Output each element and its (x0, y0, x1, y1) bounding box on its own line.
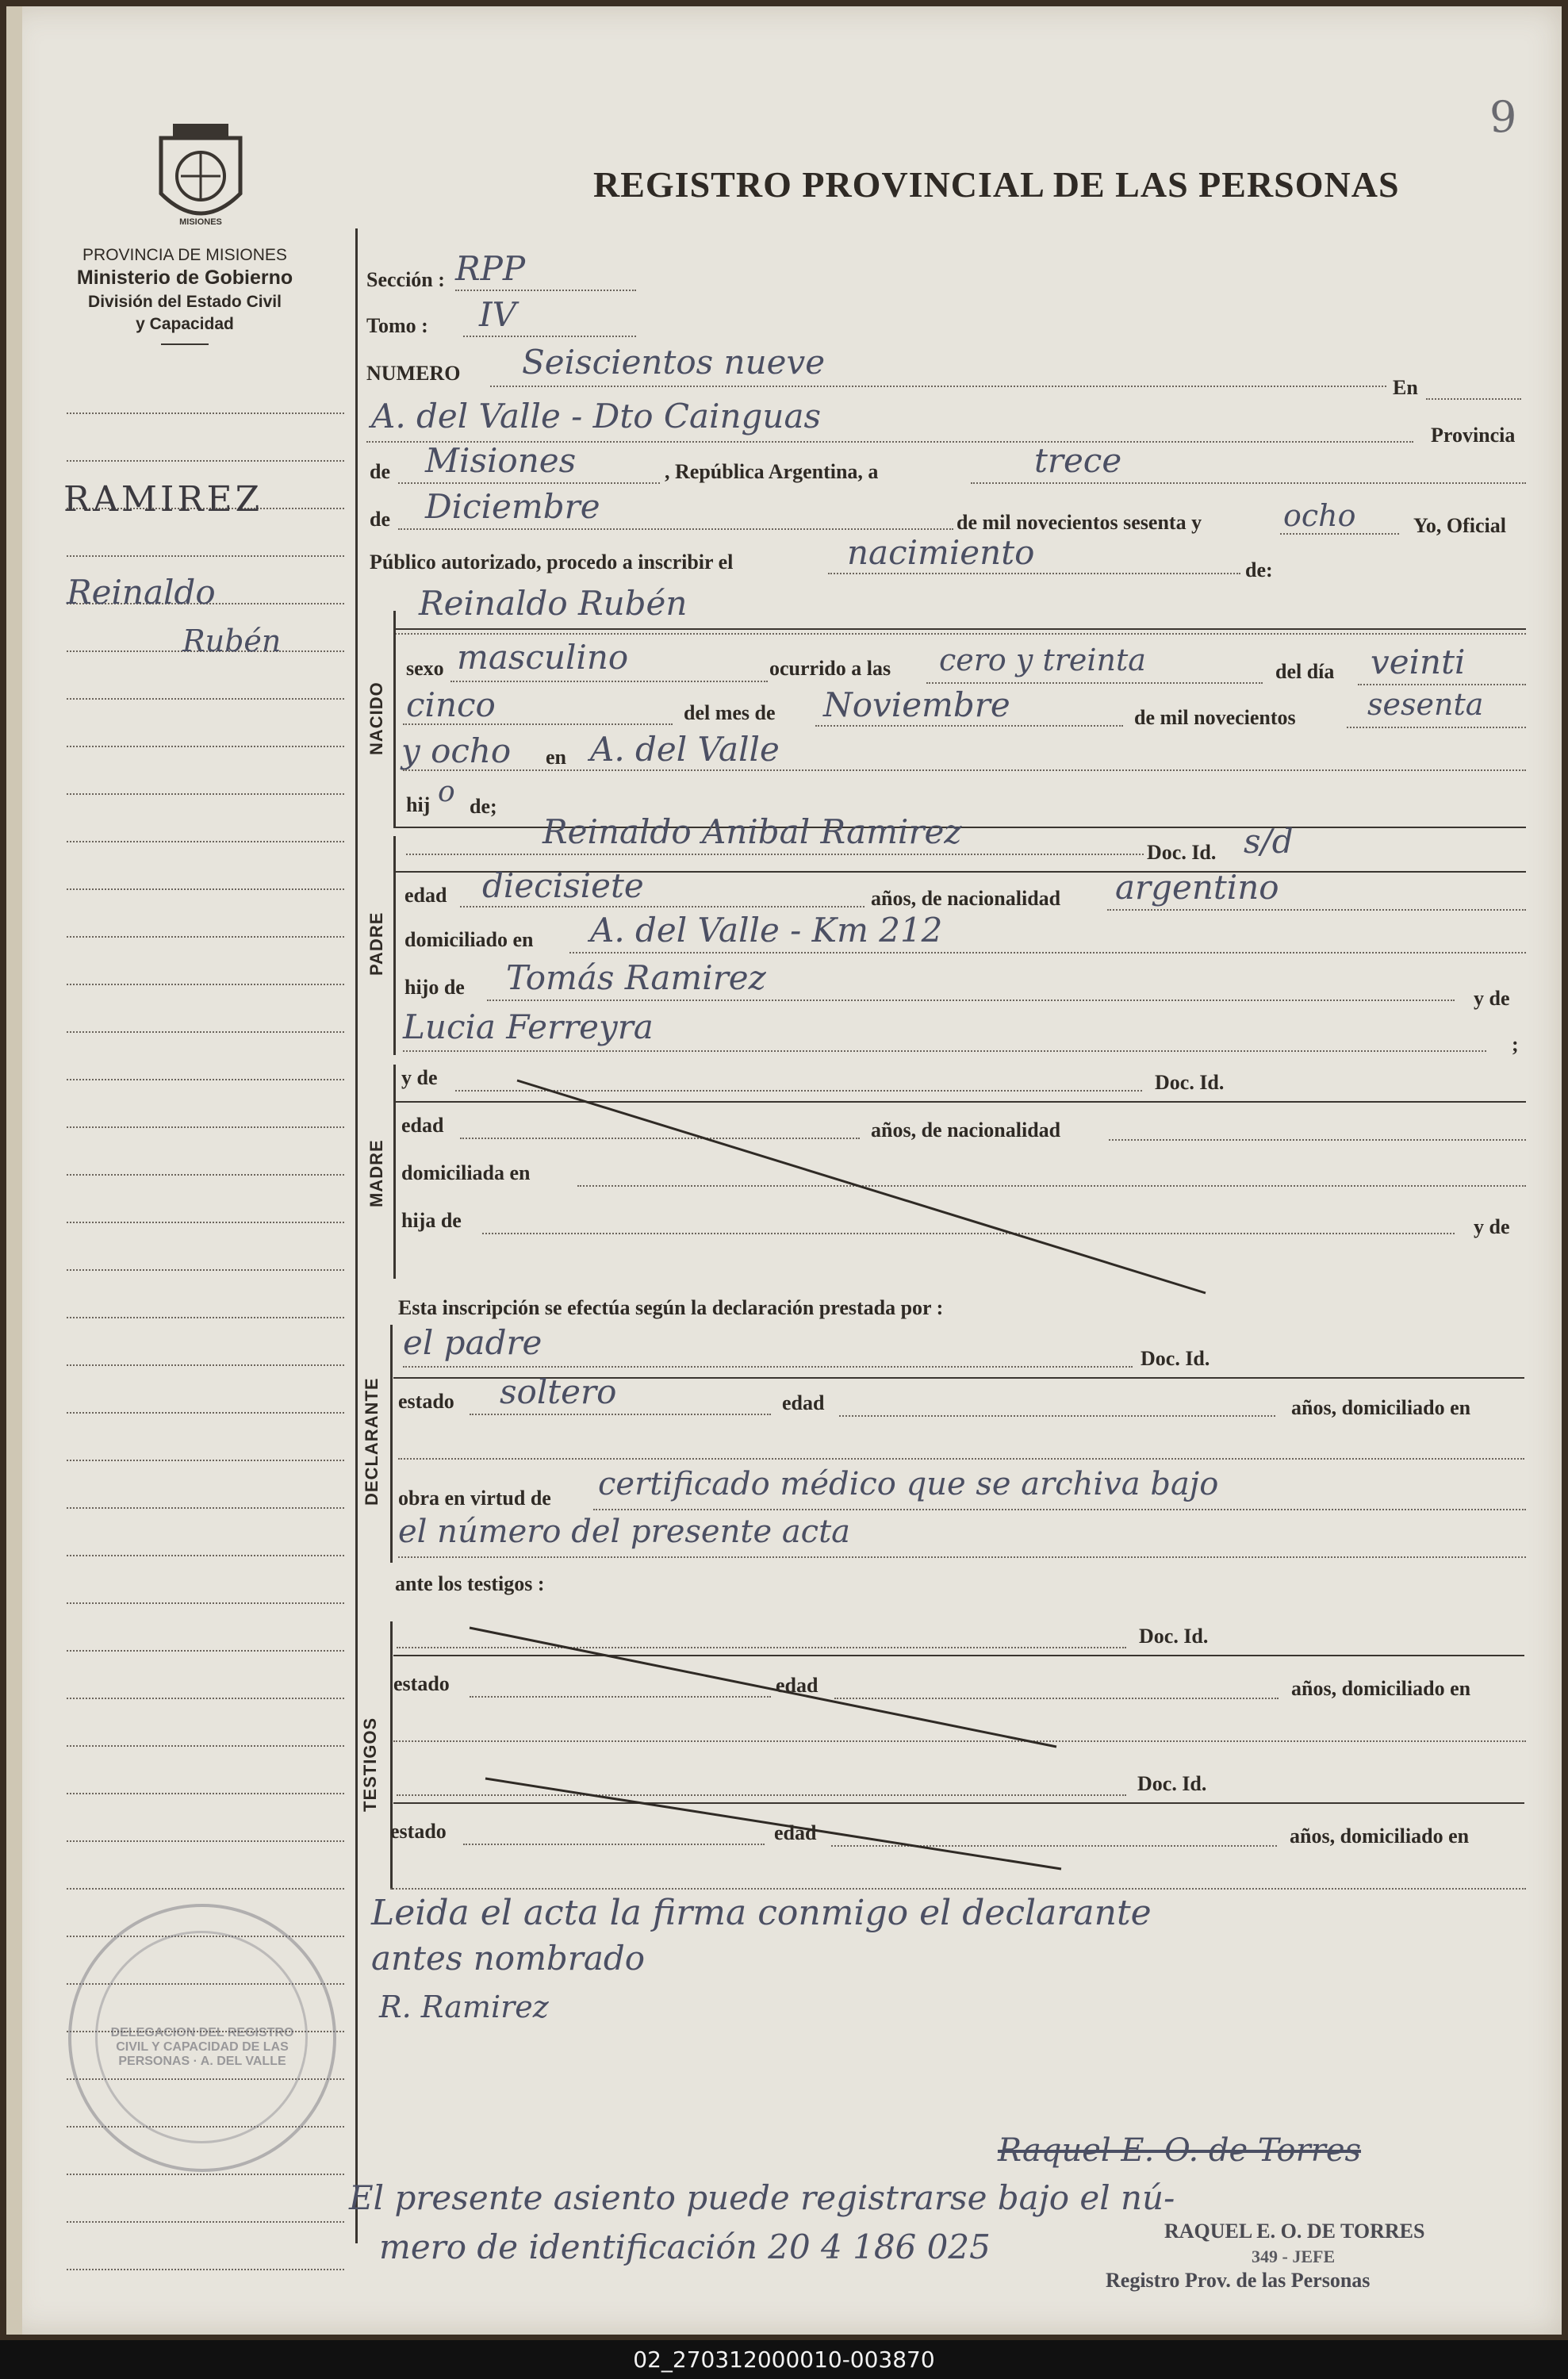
margin-rule-line (67, 1460, 344, 1461)
lugar-value: A. del Valle - Dto Cainguas (371, 397, 822, 436)
margin-rule-line (67, 1888, 344, 1890)
margin-rule-line (67, 888, 344, 890)
padre-dom-value: A. del Valle - Km 212 (590, 911, 943, 950)
declarante-edad-label: edad (782, 1391, 825, 1414)
margin-rule-line (67, 1507, 344, 1509)
padre-dom-label: domiciliado en (404, 928, 534, 951)
svg-text:MISIONES: MISIONES (179, 217, 222, 227)
margin-rule-line (67, 1650, 344, 1652)
nacido-en-label: en (546, 746, 566, 769)
ministry-block (54, 246, 316, 345)
padre-doc-value: s/d (1244, 822, 1294, 861)
hij-suffix: o (438, 776, 455, 808)
margin-rule-line (67, 746, 344, 747)
padre-doc-label: Doc. Id. (1147, 841, 1217, 864)
image-caption: 02_270312000010-003870 (0, 2340, 1568, 2379)
officer-role: 349 - JEFE (1252, 2247, 1336, 2266)
nombre-value: Reinaldo Rubén (419, 584, 688, 623)
main-vertical-rule (355, 228, 358, 2243)
ministry-line2: Ministerio de Gobierno (76, 267, 293, 289)
mil-label: de mil novecientos sesenta y (957, 511, 1202, 534)
dia-value-a: veinti (1371, 643, 1466, 681)
hij-de-label: de; (470, 795, 497, 818)
sexo-value: masculino (457, 638, 629, 677)
padre-anios-label: años, de nacionalidad (871, 887, 1061, 910)
deldia-label: del día (1275, 660, 1335, 683)
margin-rule-line (67, 2221, 344, 2223)
margin-rule-line (67, 2174, 344, 2175)
acto-value: nacimiento (847, 533, 1035, 572)
margin-rule-line (67, 1698, 344, 1699)
margin-rule-line (67, 936, 344, 938)
page-title: REGISTRO PROVINCIAL DE LAS PERSONAS (593, 164, 1400, 205)
margin-rule-line (67, 1126, 344, 1128)
padre-nombre: Reinaldo Anibal Ramirez (542, 812, 962, 851)
seccion-value: RPP (455, 249, 526, 288)
madre-doc-label: Doc. Id. (1155, 1071, 1225, 1094)
anio-value: ocho (1283, 498, 1356, 533)
margin-rule-line (67, 1079, 344, 1080)
madre-edad-label: edad (401, 1114, 444, 1137)
declarant-signature: R. Ramirez (379, 1990, 549, 2024)
de2-label: de (370, 508, 390, 531)
padre-edad-label: edad (404, 884, 447, 907)
section-nacido: NACIDO (366, 681, 386, 755)
madre-strike-line (514, 1077, 1212, 1299)
testigo2-edad-label: edad (774, 1821, 817, 1844)
closing-line2: antes nombrado (371, 1939, 646, 1978)
officer-name: RAQUEL E. O. DE TORRES (1164, 2220, 1425, 2243)
anio-value-b: y ocho (401, 731, 512, 770)
madre-yde2-label: y de (1474, 1215, 1510, 1238)
margin-rule-line (67, 1793, 344, 1794)
anio-value-a: sesenta (1367, 687, 1484, 722)
madre-yde-label: y de (401, 1066, 438, 1089)
hij-label: hij (406, 793, 431, 816)
padre-padre-de: Tomás Ramirez (506, 958, 766, 997)
margin-rule-line (67, 1555, 344, 1556)
declarante-obra-value-b: el número del presente acta (398, 1514, 850, 1550)
tomo-value: IV (479, 295, 516, 334)
tomo-label: Tomo : (366, 314, 428, 337)
closing-line1: Leida el acta la firma conmigo el declarante (371, 1893, 1152, 1933)
testigo1-doc-label: Doc. Id. (1139, 1625, 1209, 1648)
nacido-lugar-value: A. del Valle (590, 730, 780, 769)
padre-edad-value: diecisiete (482, 866, 644, 905)
margin-rule-line (67, 2269, 344, 2270)
madre-anios-label: años, de nacionalidad (871, 1119, 1061, 1142)
nacido-mil-label: de mil novecientos (1134, 706, 1296, 729)
numero-value: Seiscientos nueve (522, 343, 826, 382)
de-label: de (370, 460, 390, 483)
declarante-estado-label: estado (398, 1390, 454, 1413)
testigo2-estado-label: estado (390, 1820, 447, 1843)
document-page (6, 6, 1562, 2335)
birth-mes-value: Noviembre (823, 685, 1010, 724)
margin-name2: Rubén (182, 624, 282, 658)
ministry-line3: División del Estado Civil (88, 293, 282, 311)
officer-office: Registro Prov. de las Personas (1106, 2269, 1371, 2292)
margin-rule-line (67, 1364, 344, 1366)
padre-yde-label: y de (1474, 987, 1510, 1010)
margin-rule-line (67, 1269, 344, 1271)
testigo2-anios-dom-label: años, domiciliado en (1290, 1825, 1470, 1848)
dia-value: trece (1034, 441, 1122, 480)
margin-rule-line (67, 1174, 344, 1176)
section-testigos: TESTIGOS (360, 1717, 380, 1812)
margin-rule-line (67, 984, 344, 985)
section-padre: PADRE (366, 911, 386, 976)
padre-semicolon: ; (1512, 1033, 1519, 1056)
page-number: 9 (1489, 92, 1517, 142)
margin-rule-line (67, 1317, 344, 1318)
madre-dom-label: domiciliada en (401, 1161, 531, 1184)
closing-note2: mero de identificación 20 4 186 025 (379, 2227, 991, 2266)
padre-nac-value: argentino (1115, 868, 1279, 907)
ministry-line1: PROVINCIA DE MISIONES (82, 246, 287, 264)
sexo-label: sexo (406, 657, 444, 680)
padre-madre-de: Lucia Ferreyra (403, 1007, 654, 1046)
testigos-intro: ante los testigos : (395, 1572, 545, 1595)
padre-hijo-label: hijo de (404, 976, 465, 999)
binding-edge (6, 6, 22, 2335)
en-label: En (1393, 376, 1418, 399)
declarante-nombre: el padre (403, 1323, 542, 1362)
testigo1-strike-line (466, 1625, 1069, 1783)
province-seal-icon (149, 122, 252, 233)
dia-value-b: cinco (406, 685, 496, 724)
margin-name1: Reinaldo (67, 573, 216, 612)
provincia-value: Misiones (425, 441, 577, 480)
section-declarante: DECLARANTE (362, 1377, 381, 1506)
ministry-divider (161, 343, 209, 345)
madre-hija-label: hija de (401, 1209, 462, 1232)
margin-rule-line (67, 460, 344, 462)
testigo1-edad-label: edad (776, 1674, 819, 1697)
testigo2-doc-label: Doc. Id. (1137, 1772, 1207, 1795)
margin-rule-line (67, 412, 344, 414)
testigo2-strike-line (482, 1775, 1069, 1894)
hora-value: cero y treinta (939, 643, 1146, 677)
margin-rule-line (67, 1745, 344, 1747)
margin-rule-line (67, 841, 344, 842)
ministry-line4: y Capacidad (136, 315, 234, 333)
margin-rule-line (67, 698, 344, 700)
margin-rule-line (67, 1602, 344, 1604)
declarante-obra-value-a: certificado médico que se archiva bajo (598, 1466, 1219, 1502)
declarante-obra-label: obra en virtud de (398, 1487, 551, 1510)
declarante-anios-dom-label: años, domiciliado en (1291, 1396, 1471, 1419)
stamp-text: DELEGACION DEL REGISTRO CIVIL Y CAPACIDAD DE LAS PERSONAS · A. DEL VALLE (110, 2026, 294, 2068)
testigo1-anios-dom-label: años, domiciliado en (1291, 1677, 1471, 1700)
margin-surname: RAMIREZ (63, 479, 263, 520)
publico-label: Público autorizado, procedo a inscribir el (370, 551, 734, 574)
margin-rule-line (67, 1840, 344, 1842)
declarante-estado-value: soltero (500, 1372, 617, 1411)
oficial-label: Yo, Oficial (1413, 514, 1506, 537)
notary-signature: Raquel E. O. de Torres (998, 2132, 1362, 2169)
margin-rule-line (67, 1031, 344, 1033)
official-stamp (68, 1904, 336, 2172)
margin-rule-line (67, 1412, 344, 1414)
margin-rule-line (67, 1222, 344, 1223)
ocurrido-label: ocurrido a las (769, 657, 891, 680)
numero-label: NUMERO (366, 362, 461, 385)
mes-value: Diciembre (425, 487, 600, 526)
de3-label: de: (1245, 558, 1273, 581)
provincia-label: Provincia (1431, 424, 1516, 447)
declarante-intro: Esta inscripción se efectúa según la declaración prestada por : (398, 1296, 944, 1319)
declarante-doc-label: Doc. Id. (1141, 1347, 1210, 1370)
republica-label: , República Argentina, a (665, 460, 879, 483)
section-madre: MADRE (366, 1139, 386, 1207)
margin-rule-line (67, 793, 344, 795)
seccion-label: Sección : (366, 268, 445, 291)
testigo1-estado-label: estado (393, 1672, 450, 1695)
delmes-label: del mes de (684, 701, 776, 724)
closing-note1: El presente asiento puede registrarse bajo el nú- (349, 2178, 1175, 2217)
margin-rule-line (67, 555, 344, 557)
